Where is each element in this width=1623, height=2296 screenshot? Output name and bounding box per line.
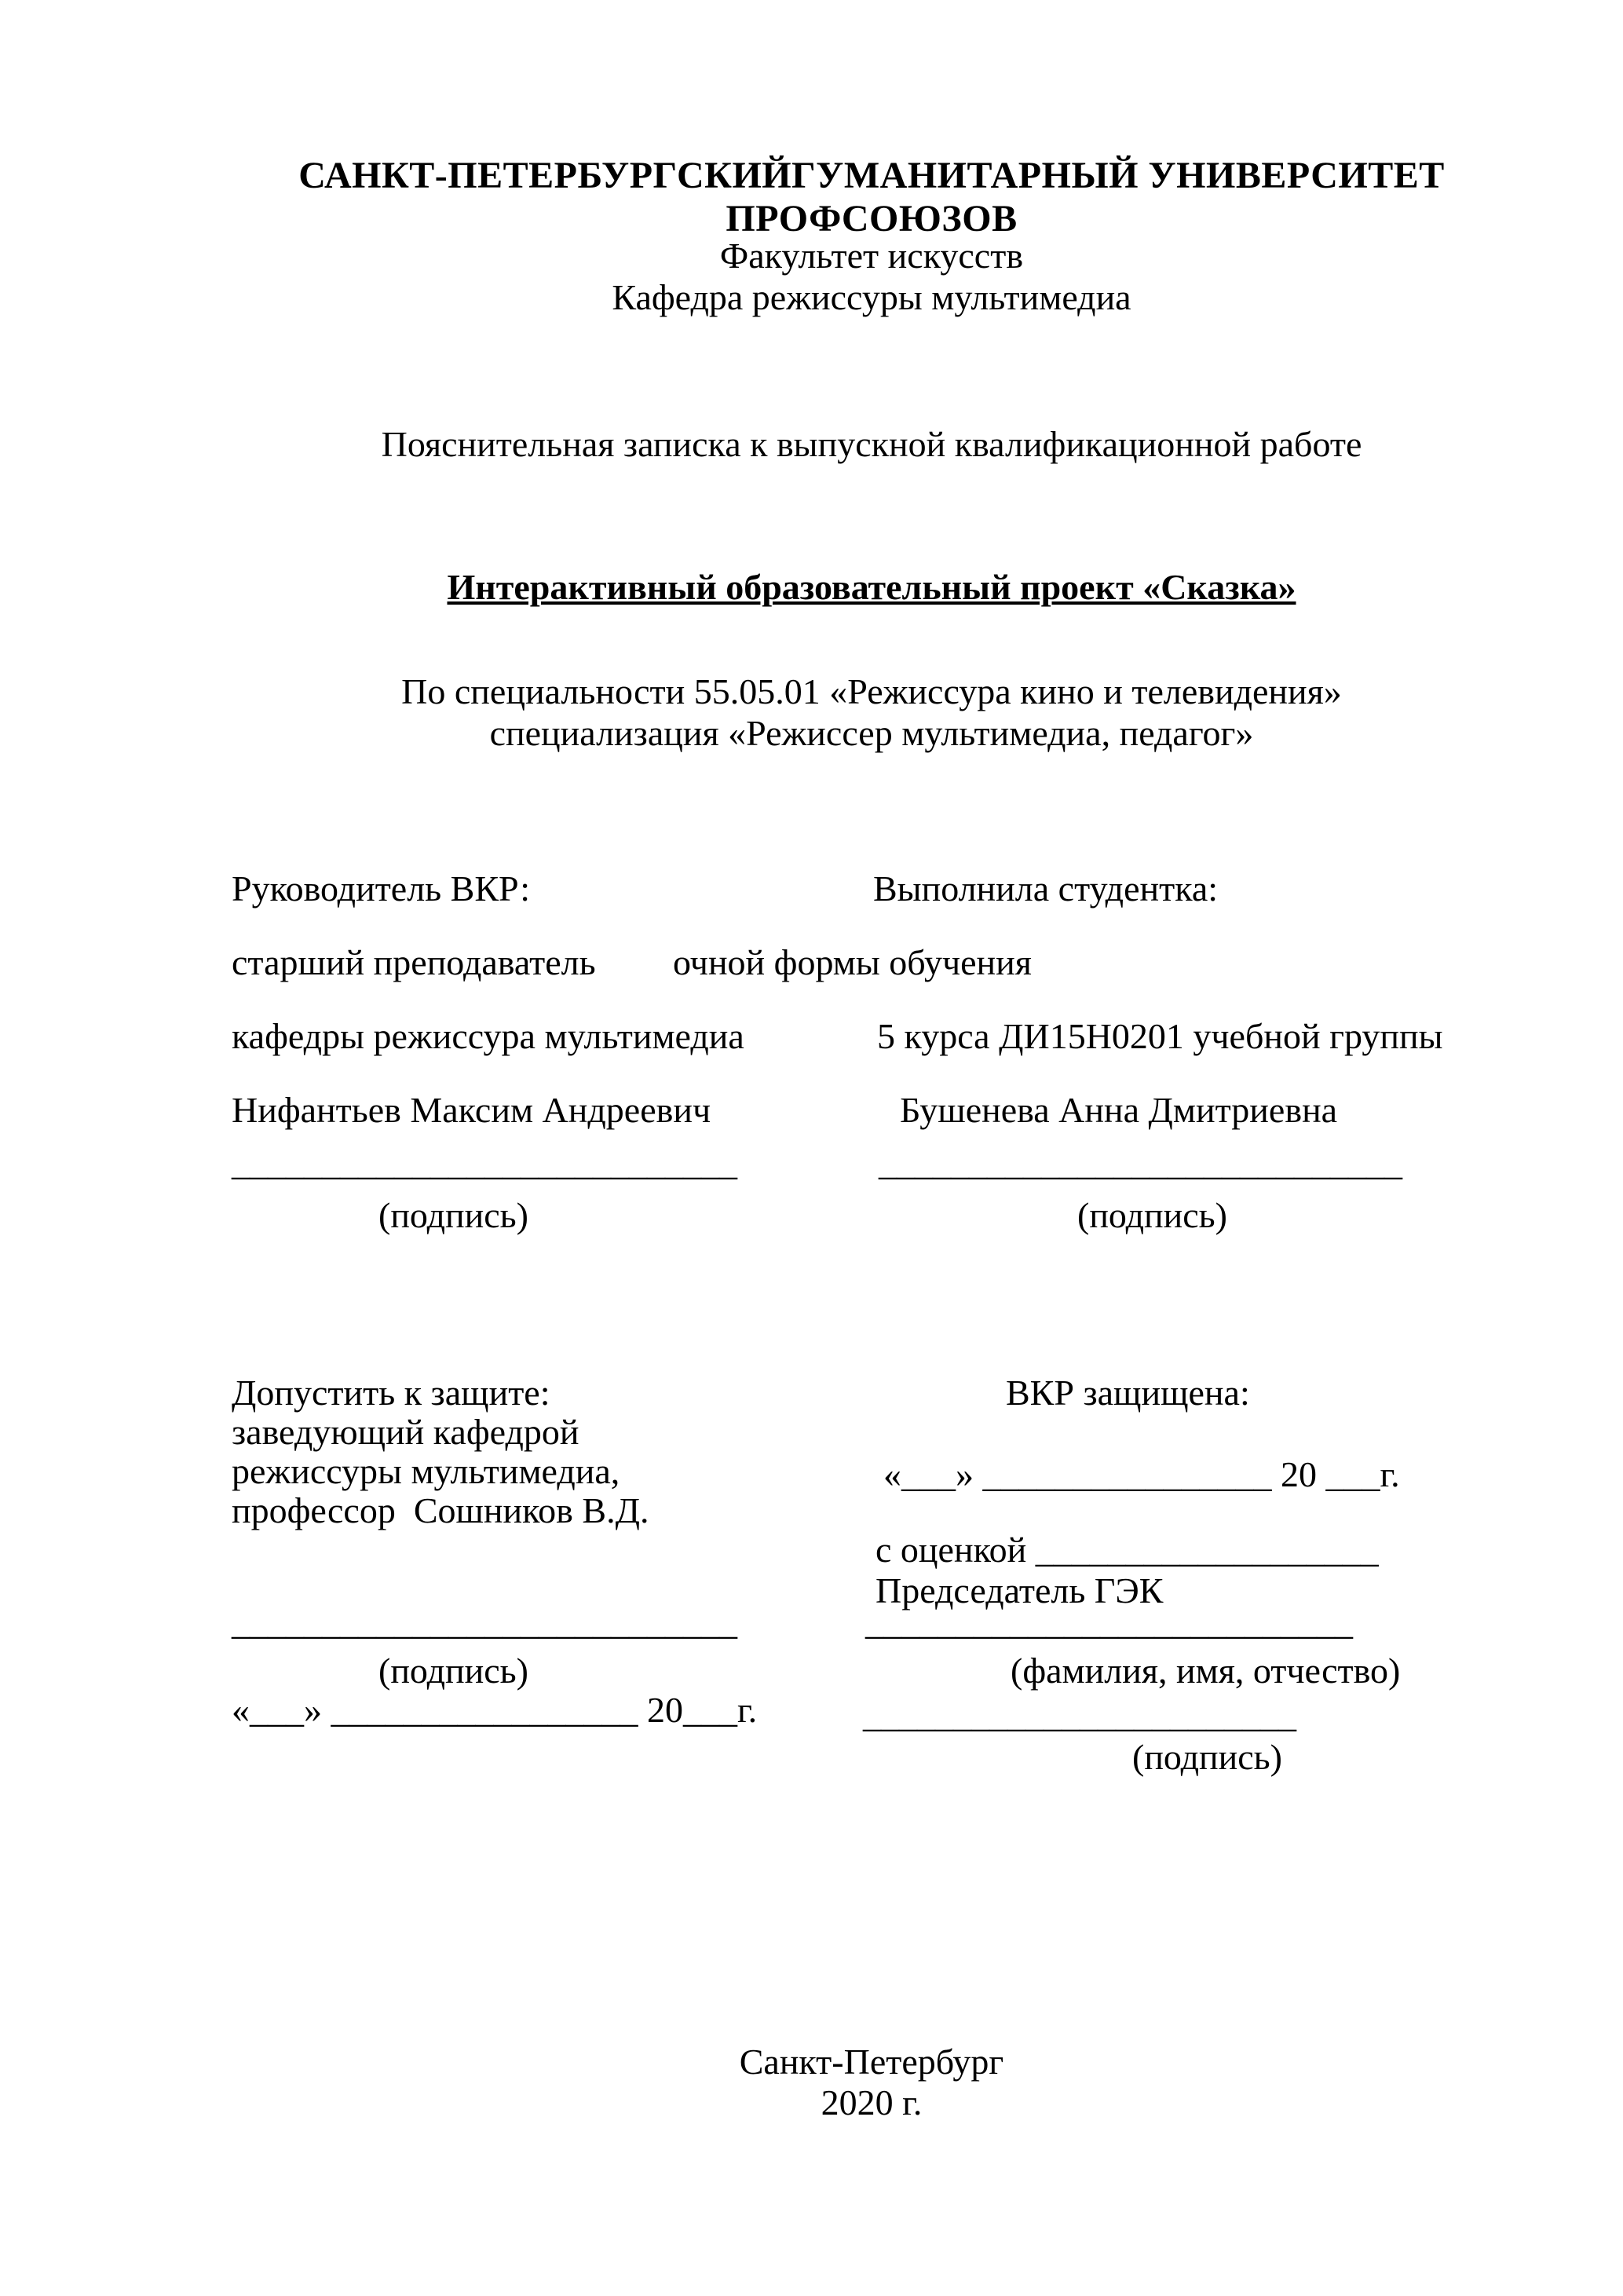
supervisor-position: старший преподаватель [232,942,596,982]
student-name: Бушенева Анна Дмитриевна [900,1090,1338,1130]
student-label: Выполнила студентка: [873,868,1219,909]
supervisor-label: Руководитель ВКР: [232,868,531,909]
footer-city: Санкт-Петербург [739,2042,1004,2082]
defense-date-line: «___» ________________ 20 ___г. [883,1454,1400,1494]
student-signature-line: _____________________________ [879,1143,1402,1183]
specialization-line: специализация «Режиссер мультимедиа, педагог» [489,713,1254,753]
admission-signature-caption: (подпись) [378,1651,528,1691]
defense-signature-line: ________________________ [863,1695,1296,1735]
defense-name-line: ___________________________ [865,1602,1353,1642]
defense-signature-caption: (подпись) [1132,1737,1282,1777]
admission-line-4: профессор Сошников В.Д. [232,1490,649,1530]
admission-date-line: «___» _________________ 20___г. [232,1690,758,1730]
supervisor-signature-line: ____________________________ [232,1143,737,1183]
defense-label: ВКР защищена: [1006,1373,1250,1413]
admission-line-2: заведующий кафедрой [232,1412,579,1452]
doc-type-line: Пояснительная записка к выпускной квалификационной работе [381,424,1362,464]
work-title: Интерактивный образовательный проект «Сказка» [447,567,1296,607]
university-name: САНКТ-ПЕТЕРБУРГСКИЙГУМАНИТАРНЫЙ УНИВЕРСИТЕТ ПРОФСОЮЗОВ [298,155,1445,240]
student-group: 5 курса ДИ15Н0201 учебной группы [877,1016,1443,1056]
admission-signature-line: ____________________________ [232,1602,737,1642]
department-line: Кафедра режиссуры мультимедиа [612,277,1131,317]
defense-chairman-line: Председатель ГЭК [875,1570,1164,1610]
specialty-line: По специальности 55.05.01 «Режиссура кино и телевидения» [401,671,1342,711]
footer-year: 2020 г. [821,2082,923,2122]
student-signature-caption: (подпись) [1077,1195,1227,1235]
supervisor-signature-caption: (подпись) [378,1195,528,1235]
supervisor-name: Нифантьев Максим Андреевич [232,1090,711,1130]
defense-grade-line: с оценкой ___________________ [875,1530,1379,1570]
supervisor-department: кафедры режиссура мультимедиа [232,1016,744,1056]
defense-name-caption: (фамилия, имя, отчество) [1011,1651,1401,1691]
admission-line-1: Допустить к защите: [232,1373,550,1413]
student-study-form: очной формы обучения [673,942,1032,982]
admission-line-3: режиссуры мультимедиа, [232,1451,620,1491]
faculty-line: Факультет искусств [719,236,1024,276]
